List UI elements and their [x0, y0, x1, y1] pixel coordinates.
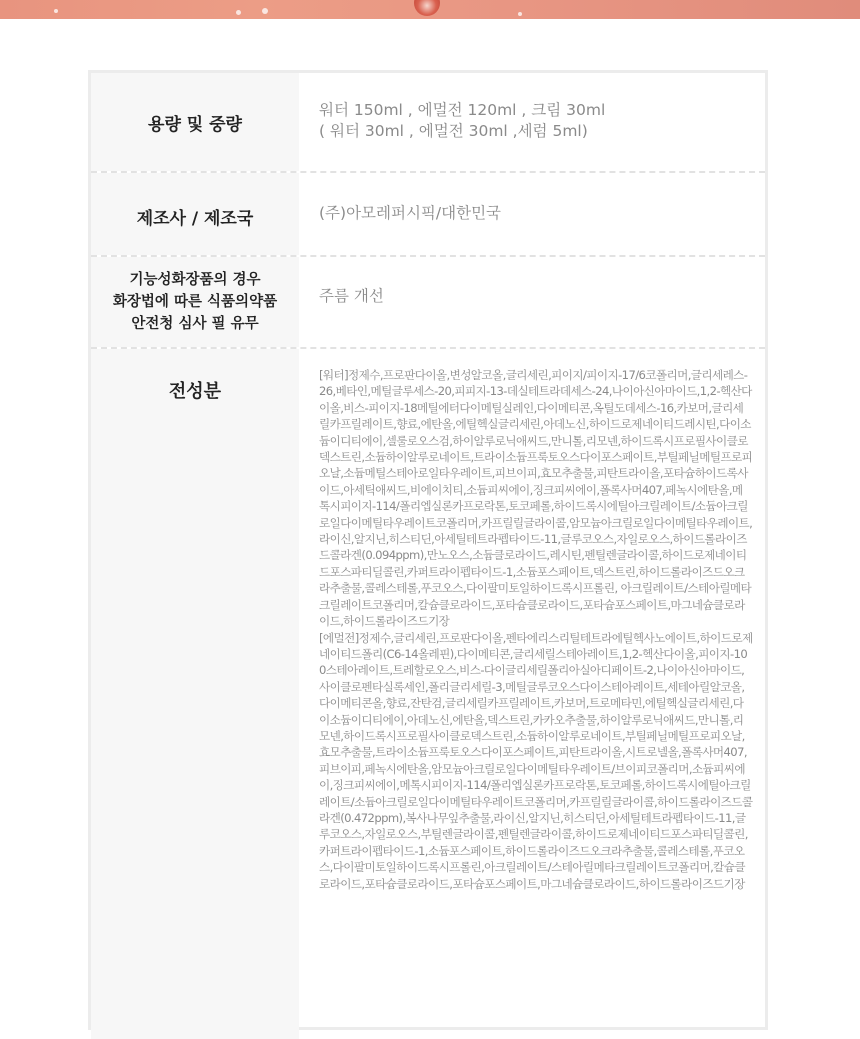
maker-value: (주)아모레퍼시픽/대한민국	[319, 204, 502, 222]
functional-label-line-2: 화장법에 따른 식품의약품	[112, 294, 278, 310]
volume-line-2: ( 워터 30ml , 에멀전 30ml ,세럼 5ml)	[319, 122, 588, 140]
row-maker	[91, 173, 765, 255]
product-info-table	[88, 70, 768, 1030]
functional-label-line-1: 기능성화장품의 경우	[129, 272, 261, 288]
maker-label: 제조사 / 제조국	[91, 173, 299, 255]
functional-label	[91, 257, 299, 347]
volume-label: 용량 및 중량	[91, 73, 299, 171]
ingredients-label: 전성분	[91, 349, 299, 1039]
sparkle-decoration	[262, 8, 268, 14]
row-ingredients	[91, 349, 765, 1039]
ingredients-water: [워터]정제수,프로판다이올,변성알코올,글리세린,피이지/피이지-17/6코폴리머,글리세레스-26,베타인,메틸글루세스-20,피피지-13-데실테트라데세스-24,나이아신아마이드,1,2-헥산다이올,비스-피이지-18메틸에터다이메틸실레인,다이메티콘,옥틸도데세스-16,카보머,글리세릴카프릴레이트,향료,에탄올,에틸헥실글리세린,아데노신,하이드로제네이티드레시틴,다이소듐이디티에이,셀룰로오스검,하이알루로닉애씨드,만니톨,리모넨,하이드록시프로필사이클로덱스트린,소듐하이알루로네이트,트라이소듐프룩토오스다이포스페이트,부틸페닐메틸프로피오날,소듐메틸스테아로일타우레이트,피브이피,효모추출물,피탄트라이올,포타슘하이드록사이드,아세틱애씨드,비에이치티,소듐피씨에이,징크피씨에이,폴록사머407,페녹시에탄올,메톡시피이지-114/폴리엡실론카프로락톤,토코페롤,하이드록시에틸아크릴레이트/소듐아크릴로일다이메틸타우레이트코폴리머,카프릴릴글라이콜,암모늄아크릴로일다이메틸타우레이트,라이신,알지닌,히스티딘,아세틸테트라펩타이드-11,글루코오스,자일로오스,하이드롤라이즈드콜라겐(0.094ppm),만노오스,소듐클로라이드,레시틴,펜틸렌글라이콜,하이드로제네이티드포스파티딜콜린,카퍼트라이펩타이드-1,소듐포스페이트,덱스트린,하이드롤라이즈드오크라추출물,콜레스테롤,푸코오스,다이팔미토일하이드록시프롤린, 아크릴레이트/스테아릴메타크릴레이트코폴리머,칼슘클로라이드,포타슘클로라이드,포타슘포스페이트,마그네슘클로라이드,하이드롤라이즈드기장	[319, 368, 753, 629]
top-banner-image	[0, 0, 860, 19]
row-volume	[91, 73, 765, 171]
pomegranate-image	[414, 0, 440, 16]
sparkle-decoration	[518, 12, 522, 16]
sparkle-decoration	[236, 10, 241, 15]
volume-value	[299, 73, 765, 171]
sparkle-decoration	[54, 9, 58, 13]
ingredients-value	[299, 349, 765, 1039]
functional-value: 주름 개선	[319, 287, 384, 305]
ingredients-emulsion: [에멀전]정제수,글리세린,프로판다이올,펜타에리스리틸테트라에틸헥사노에이트,하이드로제네이티드폴리(C6-14올레핀),다이메티콘,글리세릴스테아레이트,1,2-헥산다이올,피이지-100스테아레이트,트레할로오스,비스-다이글리세릴폴리아실아디페이트-2,나이아신아마이드,사이클로펜타실록세인,폴리글리세릴-3,메틸글루코오스다이스테아레이트,세테아릴알코올,다이메티콘올,향료,잔탄검,글리세릴카프릴레이트,카보머,트로메타민,에틸헥실글리세린,다이소듐이디티에이,아데노신,에탄올,덱스트린,카카오추출물,하이알루로닉애씨드,만니톨,리모넨,하이드록시프로필사이클로덱스트린,소듐하이알루로네이트,부틸페닐메틸프로피오날,효모추출물,트라이소듐프룩토오스다이포스페이트,피탄트라이올,시트로넬올,폴록사머407,피브이피,페녹시에탄올,암모늄아크릴로일다이메틸타우레이트/브이피코폴리머,소듐피씨에이,징크피씨에이,메톡시피이지-114/폴리엡실론카프로락톤,토코페롤,하이드록시에틸아크릴레이트/소듐아크릴로일다이메틸타우레이트코폴리머,카프릴릴글라이콜,하이드롤라이즈드콜라겐(0.472ppm),복사나무잎추출물,라이신,알지닌,히스티딘,아세틸테트라펩타이드-11,글루코오스,자일로오스,부틸렌글라이콜,펜틸렌글라이콜,하이드로제네이티드포스파티딜콜린,카퍼트라이펩타이드-1,소듐포스페이트,하이드롤라이즈드오크라추출물,콜레스테롤,푸코오스,다이팔미토일하이드록시프롤린,아크릴레이트/스테아릴메타크릴레이트코폴리머,칼슘클로라이드,포타슘클로라이드,포타슘포스페이트,마그네슘클로라이드,하이드롤라이즈드기장	[319, 630, 753, 891]
row-functional-cosmetic	[91, 257, 765, 347]
functional-label-line-3: 안전청 심사 필 유무	[131, 316, 259, 332]
volume-line-1: 워터 150ml , 에멀전 120ml , 크림 30ml	[319, 101, 606, 119]
